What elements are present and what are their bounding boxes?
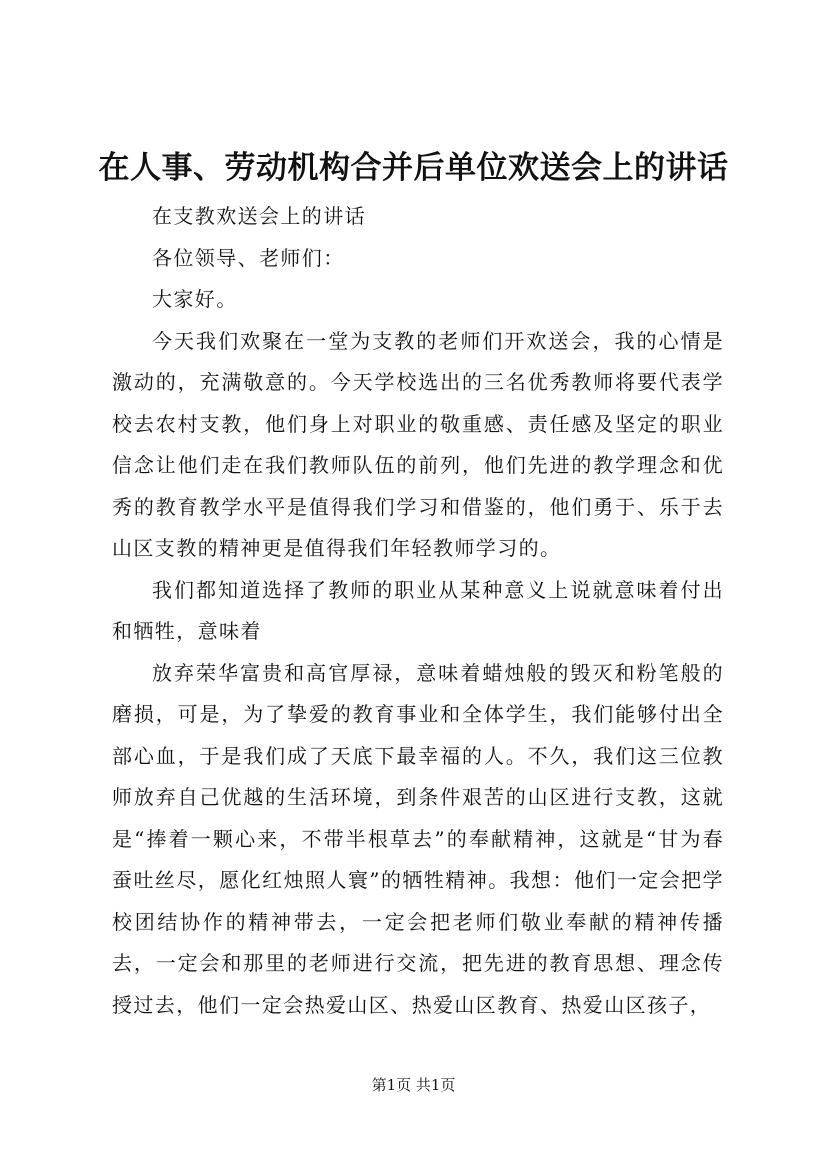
body-paragraph: 放弃荣华富贵和高官厚禄，意味着蜡烛般的毁灭和粉笔般的磨损，可是，为了挚爱的教育事业和全体学生，我们能够付出全部心血，于是我们成了天底下最幸福的人。不久，我们这三位教师放弃自己优越的生活环境，到条件艰苦的山区进行支教，这就是“捧着一颗心来，不带半根草去”的奉献精神，这就是“甘为春蚕吐丝尽，愿化红烛照人寰”的牺牲精神。我想：他们一定会把学校团结协作的精神带去，一定会把老师们敬业奉献的精神传播去，一定会和那里的老师进行交流，把先进的教育思想、理念传授过去，他们一定会热爱山区、热爱山区教育、热爱山区孩子，	[112, 660, 724, 1017]
document-body	[112, 196, 724, 1026]
body-paragraph: 我们都知道选择了教师的职业从某种意义上说就意味着付出和牺牲，意味着	[112, 577, 724, 643]
body-paragraph: 今天我们欢聚在一堂为支教的老师们开欢送会，我的心情是激动的，充满敬意的。今天学校选出的三名优秀教师将要代表学校去农村支教，他们身上对职业的敬重感、责任感及坚定的职业信念让他们走在我们教师队伍的前列，他们先进的教学理念和优秀的教育教学水平是值得我们学习和借鉴的，他们勇于、乐于去山区支教的精神更是值得我们年轻教师学习的。	[112, 328, 724, 560]
greeting: 大家好。	[152, 287, 238, 311]
salutation: 各位领导、老师们：	[152, 245, 345, 270]
speech-heading: 在支教欢送会上的讲话	[152, 204, 366, 228]
document-title: 在人事、劳动机构合并后单位欢送会上的讲话	[98, 150, 729, 186]
page-footer: 第1页 共1页	[371, 1076, 456, 1094]
